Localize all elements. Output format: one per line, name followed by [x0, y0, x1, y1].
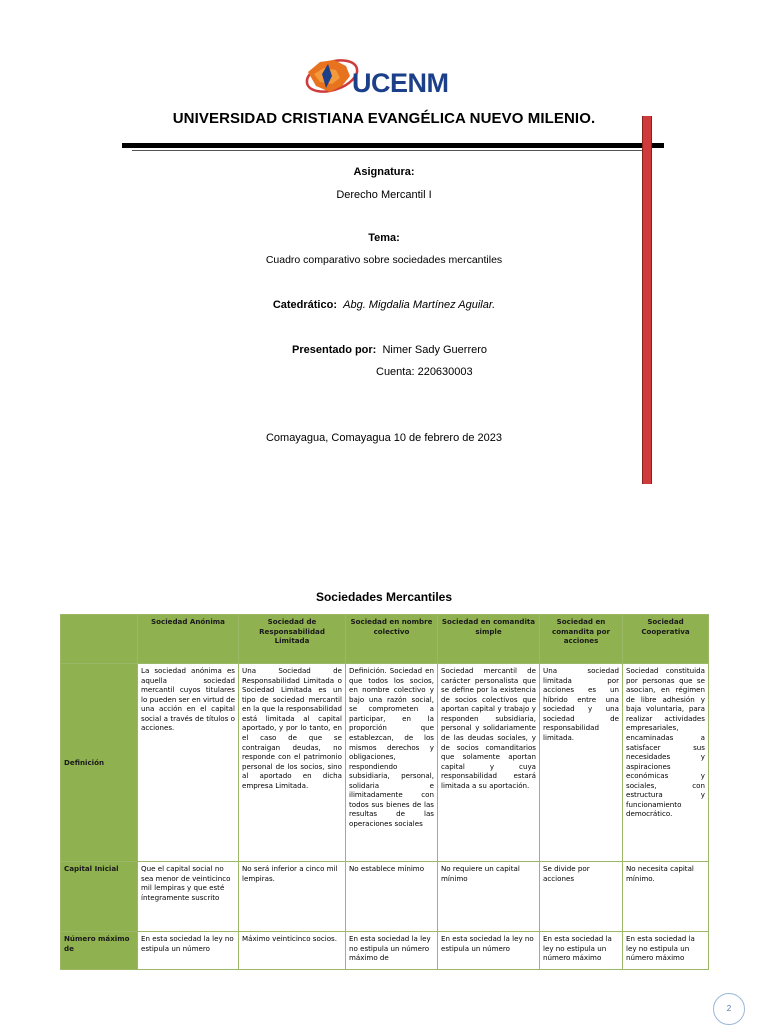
cuenta-line: Cuenta: 220630003	[376, 366, 473, 378]
tema-label: Tema:	[368, 232, 400, 244]
table-cell: En esta sociedad la ley no estipula un número	[138, 932, 239, 970]
catedratico-line	[0, 299, 768, 311]
row-label: Definición	[61, 664, 138, 862]
header-rule-thin	[132, 150, 652, 151]
presentado-value: Nimer Sady Guerrero	[382, 344, 488, 356]
table-cell: Una sociedad limitada por acciones es un híbrido entre una sociedad y una sociedad de responsabilidad limitada.	[540, 664, 623, 862]
table-cell: Una Sociedad de Responsabilidad Limitada o Sociedad Limitada es un tipo de sociedad mercantil en la que la responsabilidad está limitada al capital aportado, y por lo tanto, en el caso de que se contraigan deudas, no responde con el patrimonio personal de los socios, sino al aportado en dicha empresa Limitada.	[239, 664, 346, 862]
table-cell: En esta sociedad la ley no estipula un número máximo	[623, 932, 709, 970]
catedratico-value: Abg. Migdalia Martínez Aguilar.	[343, 299, 496, 311]
place-date: Comayagua, Comayagua 10 de febrero de 2023	[265, 432, 503, 444]
catedratico-label: Catedrático:	[272, 299, 337, 311]
header-rule	[122, 143, 664, 148]
table-cell: No será inferior a cinco mil lempiras.	[239, 862, 346, 932]
header-cell: Sociedad Anónima	[138, 615, 239, 664]
table-cell: No requiere un capital mínimo	[438, 862, 540, 932]
header-cell: Sociedad en nombre colectivo	[346, 615, 438, 664]
asignatura-label: Asignatura:	[353, 166, 415, 178]
table-cell: Se divide por acciones	[540, 862, 623, 932]
logo-text: UCENM	[352, 68, 449, 98]
table-row	[61, 664, 709, 862]
header-cell: Sociedad de Responsabilidad Limitada	[239, 615, 346, 664]
table-cell: En esta sociedad la ley no estipula un número	[438, 932, 540, 970]
row-label: Capital Inicial	[61, 862, 138, 932]
table-cell: Que el capital social no sea menor de veinticinco mil lempiras y que esté íntegramente suscrito	[138, 862, 239, 932]
header-cell-empty	[61, 615, 138, 664]
table-cell: Sociedad mercantil de carácter personalista que se define por la existencia de socios colectivos que aportan capital y trabajo y responden subsidiaria, personal y solidariamente de las deudas sociales, y de socios comanditarios que solamente aportan capital y cuya responsabilidad estará limitada a su aportación.	[438, 664, 540, 862]
table-row	[61, 932, 709, 970]
presentado-line	[292, 344, 487, 356]
table-cell: No necesita capital mínimo.	[623, 862, 709, 932]
table-title: Sociedades Mercantiles	[315, 590, 453, 604]
header-cell: Sociedad Cooperativa	[623, 615, 709, 664]
header-cell: Sociedad en comandita por acciones	[540, 615, 623, 664]
table-cell: Máximo veinticinco socios.	[239, 932, 346, 970]
asignatura-value: Derecho Mercantil I	[336, 189, 432, 201]
table-cell: La sociedad anónima es aquella sociedad mercantil cuyos titulares lo pueden ser en virtud de una acción en el capital social a través de títulos o acciones.	[138, 664, 239, 862]
comparison-table	[60, 614, 709, 970]
row-label: Número máximo de	[61, 932, 138, 970]
table-header-row	[61, 615, 709, 664]
table-cell: En esta sociedad la ley no estipula un número máximo de	[346, 932, 438, 970]
table-row	[61, 862, 709, 932]
tema-value: Cuadro comparativo sobre sociedades mercantiles	[265, 254, 503, 266]
table-cell: Sociedad constituida por personas que se asocian, en régimen de libre adhesión y baja voluntaria, para realizar actividades empresariales, encaminadas a satisfacer sus necesidades y aspiraciones económicas y sociales, con estructura y funcionamiento democrático.	[623, 664, 709, 862]
table-cell: En esta sociedad la ley no estipula un número máximo	[540, 932, 623, 970]
table-cell: No establece mínimo	[346, 862, 438, 932]
university-title: UNIVERSIDAD CRISTIANA EVANGÉLICA NUEVO MILENIO.	[172, 110, 596, 127]
page-number: 2	[713, 993, 745, 1025]
table-cell: Definición. Sociedad en que todos los socios, en nombre colectivo y bajo una razón social, se comprometen a participar, en la proporción que establezcan, de los mismos derechos y obligaciones, respondiendo subsidiaria, personal, solidaria e ilimitadamente con todos sus bienes de las resultas de las operaciones sociales	[346, 664, 438, 862]
presentado-label: Presentado por:	[292, 344, 377, 356]
header-cell: Sociedad en comandita simple	[438, 615, 540, 664]
